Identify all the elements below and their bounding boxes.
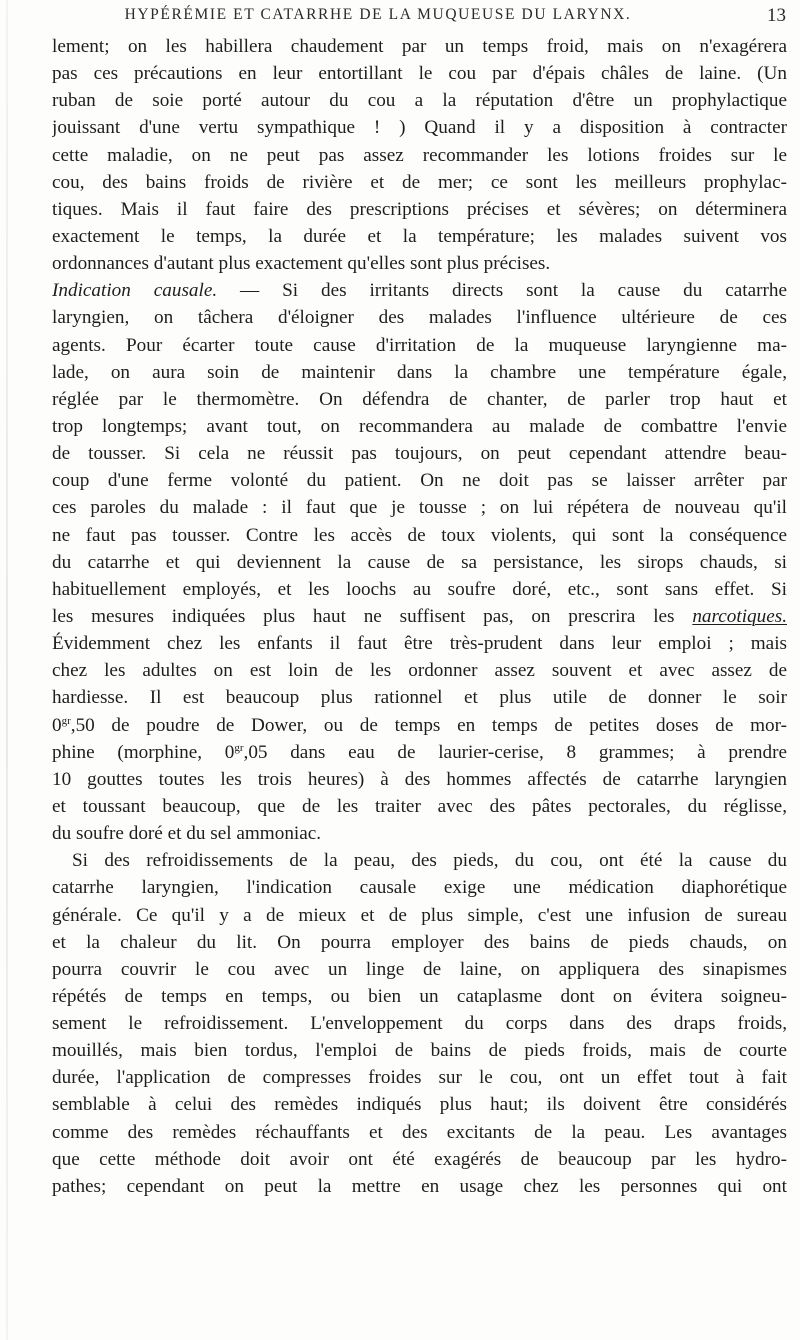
text-line: que cette méthode doit avoir ont été exagérés de beaucoup par les hydro- bbox=[52, 1148, 787, 1170]
text-line: comme des remèdes réchauffants et des excitants de la peau. Les avantages bbox=[52, 1121, 787, 1143]
text-line: mouillés, mais bien tordus, l'emploi de bains de pieds froids, mais de courte bbox=[52, 1040, 787, 1062]
paragraph-start-line: Si des refroidissements de la peau, des pieds, du cou, ont été la cause du bbox=[72, 850, 787, 872]
text-line: jouissant d'une vertu sympathique ! ) Quand il y a disposition à contracter bbox=[52, 117, 787, 139]
running-head: HYPÉRÉMIE ET CATARRHE DE LA MUQUEUSE DU LARYNX. bbox=[124, 6, 632, 23]
text-line: de tousser. Si cela ne réussit pas toujours, on peut cependant attendre beau- bbox=[52, 443, 787, 465]
text-line: réglée par le thermomètre. On défendra de chanter, de parler trop haut et bbox=[52, 388, 787, 410]
page-number: 13 bbox=[767, 5, 786, 26]
text-line: catarrhe laryngien, l'indication causale exige une médication diaphorétique bbox=[52, 877, 787, 899]
text-line: semblable à celui des remèdes indiqués plus haut; ils doivent être considérés bbox=[52, 1094, 787, 1116]
term-narcotiques: narcotiques. bbox=[692, 605, 787, 627]
text-line: coup d'une ferme volonté du patient. On ne doit pas se laisser arrêter par bbox=[52, 470, 787, 492]
text-line: ordonnances d'autant plus exactement qu'elles sont plus précises. bbox=[52, 253, 551, 275]
text-line: habituellement employés, et les loochs au soufre doré, etc., sont sans effet. Si bbox=[52, 578, 787, 600]
text-run: ,50 de poudre de Dower, ou de temps en temps de petites doses de mor- bbox=[70, 714, 787, 736]
text-line: Évidemment chez les enfants il faut être très-prudent dans leur emploi ; mais bbox=[52, 633, 787, 655]
text-line: exactement le temps, la durée et la température; les malades suivent vos bbox=[52, 225, 787, 247]
text-run: — Si des irritants directs sont la cause du catarrhe bbox=[217, 280, 787, 302]
text-line: cette maladie, on ne peut pas assez recommander les lotions froides sur le bbox=[52, 144, 787, 166]
text-line bbox=[52, 712, 787, 739]
text-line: pas ces précautions en leur entortillant le cou par d'épais châles de laine. (Un bbox=[52, 63, 787, 85]
text-line: ces paroles du malade : il faut que je tousse ; on lui répétera de nouveau qu'il bbox=[52, 497, 787, 519]
text-run: les mesures indiquées plus haut ne suffisent pas, on prescrira les bbox=[52, 605, 693, 627]
text-line: agents. Pour écarter toute cause d'irritation de la muqueuse laryngienne ma- bbox=[52, 334, 787, 356]
unit-superscript: gr bbox=[61, 714, 71, 727]
text-line: du catarrhe et qui deviennent la cause de sa persistance, les sirops chauds, si bbox=[52, 551, 787, 573]
text-line: et la chaleur du lit. On pourra employer des bains de pieds chauds, on bbox=[52, 931, 787, 953]
text-line: sement le refroidissement. L'enveloppement du corps dans des draps froids, bbox=[52, 1013, 787, 1035]
text-line: ne faut pas tousser. Contre les accès de toux violents, qui sont la conséquence bbox=[52, 524, 787, 546]
section-label-indication-causale: Indication causale. bbox=[52, 280, 218, 302]
text-line: 10 gouttes toutes les trois heures) à des hommes affectés de catarrhe laryngien bbox=[52, 768, 787, 790]
unit-superscript: gr bbox=[234, 741, 244, 754]
text-line bbox=[52, 739, 787, 766]
text-run: phine (morphine, 0 bbox=[52, 741, 235, 763]
text-line: tiques. Mais il faut faire des prescriptions précises et sévères; on déterminera bbox=[52, 198, 787, 220]
text-run: ,05 dans eau de laurier-cerise, 8 grammes; à prendre bbox=[243, 741, 787, 763]
text-line: chez les adultes on est loin de les ordonner assez souvent et avec assez de bbox=[52, 660, 787, 682]
text-line: et toussant beaucoup, que de les traiter avec des pâtes pectorales, du réglisse, bbox=[52, 795, 787, 817]
page-gutter-shadow bbox=[6, 0, 8, 1340]
text-line: lade, on aura soin de maintenir dans la chambre une température égale, bbox=[52, 361, 787, 383]
text-line: cou, des bains froids de rivière et de mer; ce sont les meilleurs prophylac- bbox=[52, 171, 787, 193]
text-line bbox=[52, 603, 787, 630]
text-line: pathes; cependant on peut la mettre en usage chez les personnes qui ont bbox=[52, 1175, 787, 1197]
text-line: pourra couvrir le cou avec un linge de laine, on appliquera des sinapismes bbox=[52, 958, 787, 980]
text-line: ruban de soie porté autour du cou a la réputation d'être un prophylactique bbox=[52, 90, 787, 112]
text-line: du soufre doré et du sel ammoniac. bbox=[52, 823, 322, 845]
text-line: durée, l'application de compresses froides sur le cou, ont un effet tout à fait bbox=[52, 1067, 787, 1089]
text-line: générale. Ce qu'il y a de mieux et de plus simple, c'est une infusion de sureau bbox=[52, 904, 787, 926]
text-line: hardiesse. Il est beaucoup plus rationnel et plus utile de donner le soir bbox=[52, 687, 787, 709]
body-text bbox=[52, 33, 787, 1200]
text-line: laryngien, on tâchera d'éloigner des malades l'influence ultérieure de ces bbox=[52, 307, 787, 329]
text-line: lement; on les habillera chaudement par un temps froid, mais on n'exagérera bbox=[52, 36, 787, 57]
text-line: trop longtemps; avant tout, on recommandera au malade de combattre l'envie bbox=[52, 415, 787, 437]
text-line: répétés de temps en temps, ou bien un cataplasme dont on évitera soigneu- bbox=[52, 985, 787, 1007]
text-run: 0 bbox=[52, 714, 62, 736]
section-heading-line bbox=[52, 277, 787, 304]
